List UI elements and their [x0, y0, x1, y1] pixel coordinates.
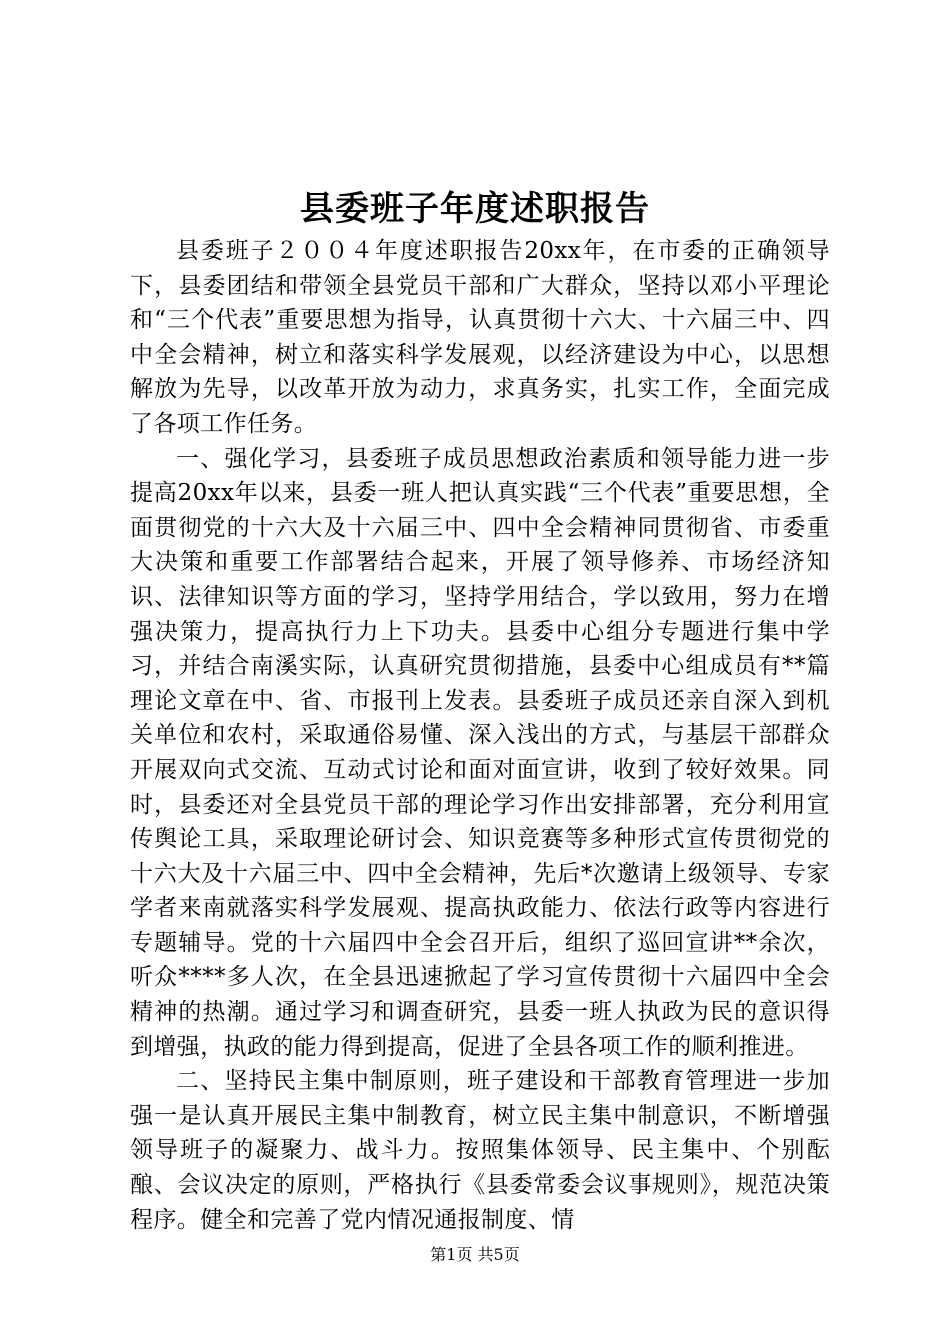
paragraph-section-2: 二、坚持民主集中制原则，班子建设和干部教育管理进一步加强一是认真开展民主集中制教育，树立民主集中制意识，不断增强领导班子的凝聚力、战斗力。按照集体领导、民主集中、个别酝酿、会议决定的原则，严格执行《县委常委会议事规则》，规范决策程序。健全和完善了党内情况通报制度、情 — [130, 1068, 830, 1233]
document-title: 县委班子年度述职报告 — [300, 189, 650, 229]
paragraph-intro: 县委班子２００４年度述职报告20xx年，在市委的正确领导下，县委团结和带领全县党员干部和广大群众，坚持以邓小平理论和“三个代表”重要思想为指导，认真贯彻十六大、十六届三中、四中全会精神，树立和落实科学发展观，以经济建设为中心，以思想解放为先导，以改革开放为动力，求真务实，扎实工作，全面完成了各项工作任务。 — [130, 238, 830, 437]
paragraph-section-1: 一、强化学习，县委班子成员思想政治素质和领导能力进一步提高20xx年以来，县委一班人把认真实践“三个代表”重要思想，全面贯彻党的十六大及十六届三中、四中全会精神同贯彻省、市委重大决策和重要工作部署结合起来，开展了领导修养、市场经济知识、法律知识等方面的学习，坚持学用结合，学以致用，努力在增强决策力，提高执行力上下功夫。县委中心组分专题进行集中学习，并结合南溪实际，认真研究贯彻措施，县委中心组成员有**篇理论文章在中、省、市报刊上发表。县委班子成员还亲自深入到机关单位和农村，采取通俗易懂、深入浅出的方式，与基层干部群众开展双向式交流、互动式讨论和面对面宣讲，收到了较好效果。同时，县委还对全县党员干部的理论学习作出安排部署，充分利用宣传舆论工具，采取理论研讨会、知识竞赛等多种形式宣传贯彻党的十六大及十六届三中、四中全会精神，先后*次邀请上级领导、专家学者来南就落实科学发展观、提高执政能力、依法行政等内容进行专题辅导。党的十六届四中全会召开后，组织了巡回宣讲**余次，听众****多人次，在全县迅速掀起了学习宣传贯彻十六届四中全会精神的热潮。通过学习和调查研究，县委一班人执政为民的意识得到增强，执政的能力得到提高，促进了全县各项工作的顺利推进。 — [130, 445, 830, 1060]
page-number-footer: 第1页 共5页 — [430, 1245, 520, 1264]
document-body — [130, 234, 830, 1237]
